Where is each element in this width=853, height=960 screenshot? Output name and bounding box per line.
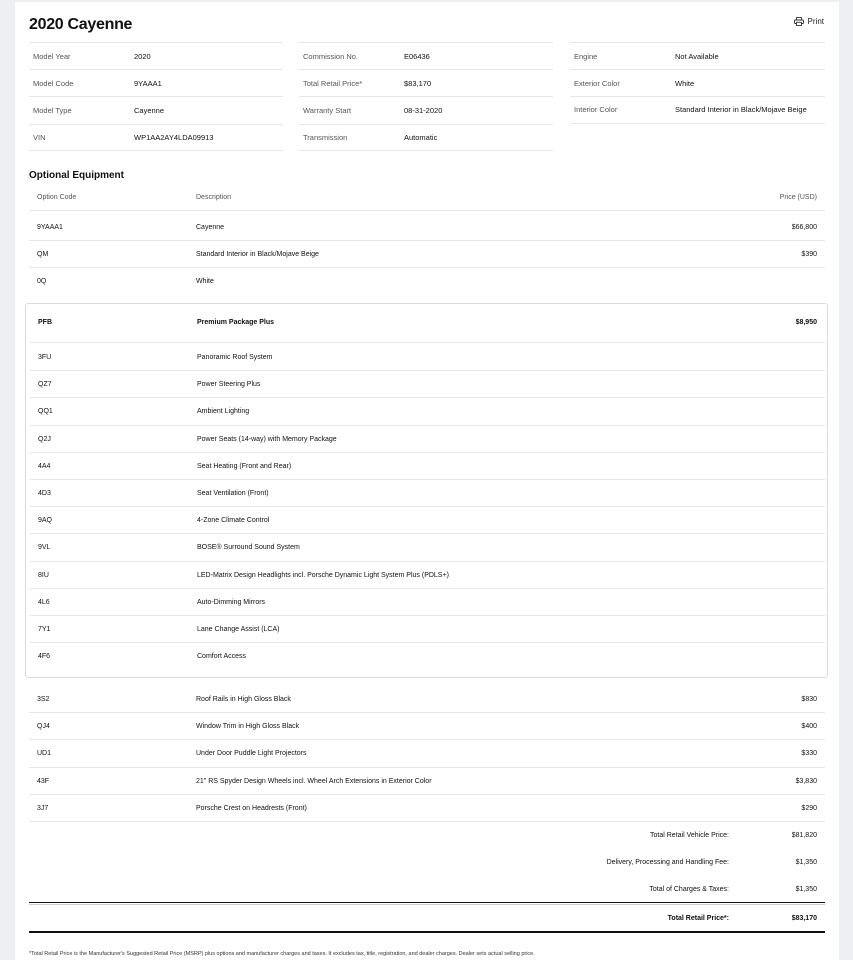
package-item-code: QQ1: [38, 408, 53, 416]
spec-label: Commission No.: [303, 51, 359, 61]
package-item-code: 8IU: [38, 571, 49, 579]
option-price: $3,830: [795, 777, 817, 785]
spec-row: [299, 124, 553, 151]
package-item-description: Seat Heating (Front and Rear): [197, 462, 292, 470]
spec-row: [29, 96, 283, 123]
charges-taxes-value: $1,350: [795, 886, 817, 893]
charges-taxes-label: Total of Charges & Taxes:: [649, 886, 729, 893]
package-item-code: Q2J: [38, 435, 51, 443]
option-price: $830: [801, 696, 817, 703]
spec-value: Automatic: [404, 132, 438, 142]
spec-label: Exterior Color: [574, 78, 620, 88]
package-item-code: QZ7: [38, 381, 52, 389]
list-item: [30, 344, 825, 371]
delivery-fee-value: $1,350: [795, 859, 817, 866]
specs-column-2: [299, 42, 553, 151]
package-item-code: 4L6: [38, 598, 50, 606]
msrp-footnote: *Total Retail Price is the Manufacturer's Suggested Retail Price (MSRP) plus options and manufacturer charges and taxes. It excludes tax, title, registration, and dealer charges. Dealer sets actual selling price.: [29, 951, 535, 957]
charges-taxes-row: [29, 876, 825, 903]
option-description: Under Door Puddle Light Projectors: [196, 750, 307, 758]
package-item-description: BOSE® Surround Sound System: [197, 544, 300, 552]
option-description: 21" RS Spyder Design Wheels incl. Wheel Arch Extensions in Exterior Color: [196, 777, 432, 785]
table-row: [29, 795, 825, 822]
printer-icon: [794, 17, 804, 26]
premium-package-box: [25, 303, 828, 678]
option-code: QJ4: [37, 723, 50, 731]
build-sheet-card: [15, 2, 839, 960]
delivery-fee-label: Delivery, Processing and Handling Fee:: [606, 859, 729, 866]
divider: [29, 902, 825, 903]
spec-value: Cayenne: [134, 105, 165, 115]
table-row: [29, 768, 825, 795]
total-vehicle-price-row: [29, 822, 825, 849]
package-price: $8,950: [795, 319, 817, 326]
spec-row: [29, 42, 283, 69]
list-item: [30, 616, 825, 643]
spec-value: WP1AA2AY4LDA09913: [134, 132, 214, 142]
print-label: Print: [807, 17, 824, 26]
option-description: Porsche Crest on Headrests (Front): [196, 804, 307, 812]
option-price: $330: [801, 750, 817, 758]
spec-label: Model Year: [33, 51, 71, 61]
list-item: [30, 480, 825, 507]
spec-label: Total Retail Price*: [303, 78, 363, 88]
package-description: Premium Package Plus: [197, 319, 275, 326]
table-row: [29, 686, 825, 713]
table-row: [29, 268, 825, 295]
package-item-description: LED-Matrix Design Headlights incl. Porsche Dynamic Light System Plus (PDLS+): [197, 571, 449, 579]
spec-label: Interior Color: [574, 105, 618, 115]
divider: [29, 931, 825, 933]
page-title: 2020 Cayenne: [29, 16, 133, 33]
spec-value: Not Available: [675, 51, 719, 61]
spec-row: [570, 96, 825, 123]
spec-value: White: [675, 78, 695, 88]
package-item-code: 4A4: [38, 462, 51, 470]
option-code: 3S2: [37, 696, 50, 703]
total-retail-price-label: Total Retail Price*:: [667, 915, 729, 922]
list-item: [30, 643, 825, 670]
package-item-description: Seat Ventilation (Front): [197, 490, 269, 497]
package-item-description: Comfort Access: [197, 653, 247, 661]
package-item-code: 3FU: [38, 354, 52, 361]
package-item-description: Panoramic Roof System: [197, 354, 273, 361]
option-price: $290: [801, 804, 817, 812]
package-item-code: 7Y1: [38, 626, 51, 633]
option-price: $66,800: [791, 224, 817, 231]
spec-value: 08-31-2020: [404, 105, 443, 115]
option-code: 0Q: [37, 278, 47, 286]
column-header-price: Price (USD): [779, 194, 817, 201]
total-vehicle-price-value: $81,820: [791, 832, 817, 839]
table-row: [29, 713, 825, 740]
spec-row: [299, 69, 553, 96]
package-item-description: Power Seats (14-way) with Memory Package: [197, 435, 337, 443]
spec-row: [29, 69, 283, 96]
package-item-code: 9VL: [38, 544, 51, 552]
table-row: [29, 740, 825, 767]
spec-label: VIN: [33, 132, 46, 142]
package-item-description: Power Steering Plus: [197, 381, 261, 389]
total-retail-price-value: $83,170: [791, 915, 817, 922]
spec-row: [299, 96, 553, 123]
specs-column-3: [570, 42, 825, 124]
column-header-description: Description: [196, 194, 232, 201]
spec-label: Engine: [574, 51, 598, 61]
list-item: [30, 534, 825, 561]
package-item-code: 4D3: [38, 490, 51, 497]
package-header-row: [30, 304, 825, 343]
package-item-description: Ambient Lighting: [197, 408, 250, 416]
package-code: PFB: [38, 319, 52, 326]
table-row: [29, 214, 825, 241]
specs-column-1: [29, 42, 283, 151]
delivery-fee-row: [29, 849, 825, 876]
spec-row: [299, 42, 553, 69]
option-description: White: [196, 278, 214, 286]
package-item-description: Auto-Dimming Mirrors: [197, 598, 266, 606]
spec-value: E06436: [404, 51, 430, 61]
optional-equipment-heading: Optional Equipment: [29, 170, 124, 181]
spec-label: Transmission: [303, 132, 348, 142]
spec-label: Model Code: [33, 78, 74, 88]
package-item-description: Lane Change Assist (LCA): [197, 626, 280, 633]
spec-row: [570, 42, 825, 69]
option-price: $400: [801, 723, 817, 731]
spec-value: $83,170: [404, 78, 432, 88]
column-header-code: Option Code: [37, 194, 77, 201]
spec-label: Warranty Start: [303, 105, 352, 115]
option-code: UD1: [37, 750, 52, 758]
spec-value: Standard Interior in Black/Mojave Beige: [675, 105, 807, 115]
total-retail-price-row: [29, 905, 825, 932]
list-item: [30, 371, 825, 398]
option-description: Roof Rails in High Gloss Black: [196, 696, 291, 703]
spec-row: [29, 124, 283, 151]
option-description: Standard Interior in Black/Mojave Beige: [196, 251, 319, 259]
option-price: $390: [801, 251, 817, 259]
list-item: [30, 589, 825, 616]
list-item: [30, 507, 825, 534]
package-item-description: 4-Zone Climate Control: [197, 517, 270, 525]
package-item-code: 4F6: [38, 653, 51, 661]
option-code: QM: [37, 251, 49, 259]
equipment-table-header: [29, 184, 825, 211]
list-item: [30, 398, 825, 425]
spec-label: Model Type: [33, 105, 72, 115]
list-item: [30, 453, 825, 480]
vehicle-specs: [29, 42, 825, 154]
print-button[interactable]: [794, 17, 824, 26]
total-vehicle-price-label: Total Retail Vehicle Price:: [650, 832, 729, 839]
option-code: 43F: [37, 777, 50, 785]
option-description: Cayenne: [196, 224, 225, 231]
list-item: [30, 426, 825, 453]
option-code: 3J7: [37, 804, 49, 812]
list-item: [30, 562, 825, 589]
table-row: [29, 241, 825, 268]
spec-value: 9YAAA1: [134, 78, 162, 88]
option-code: 9YAAA1: [37, 224, 63, 231]
spec-value: 2020: [134, 51, 151, 61]
package-item-code: 9AQ: [38, 517, 53, 525]
spec-row: [570, 69, 825, 96]
option-description: Window Trim in High Gloss Black: [196, 723, 300, 731]
